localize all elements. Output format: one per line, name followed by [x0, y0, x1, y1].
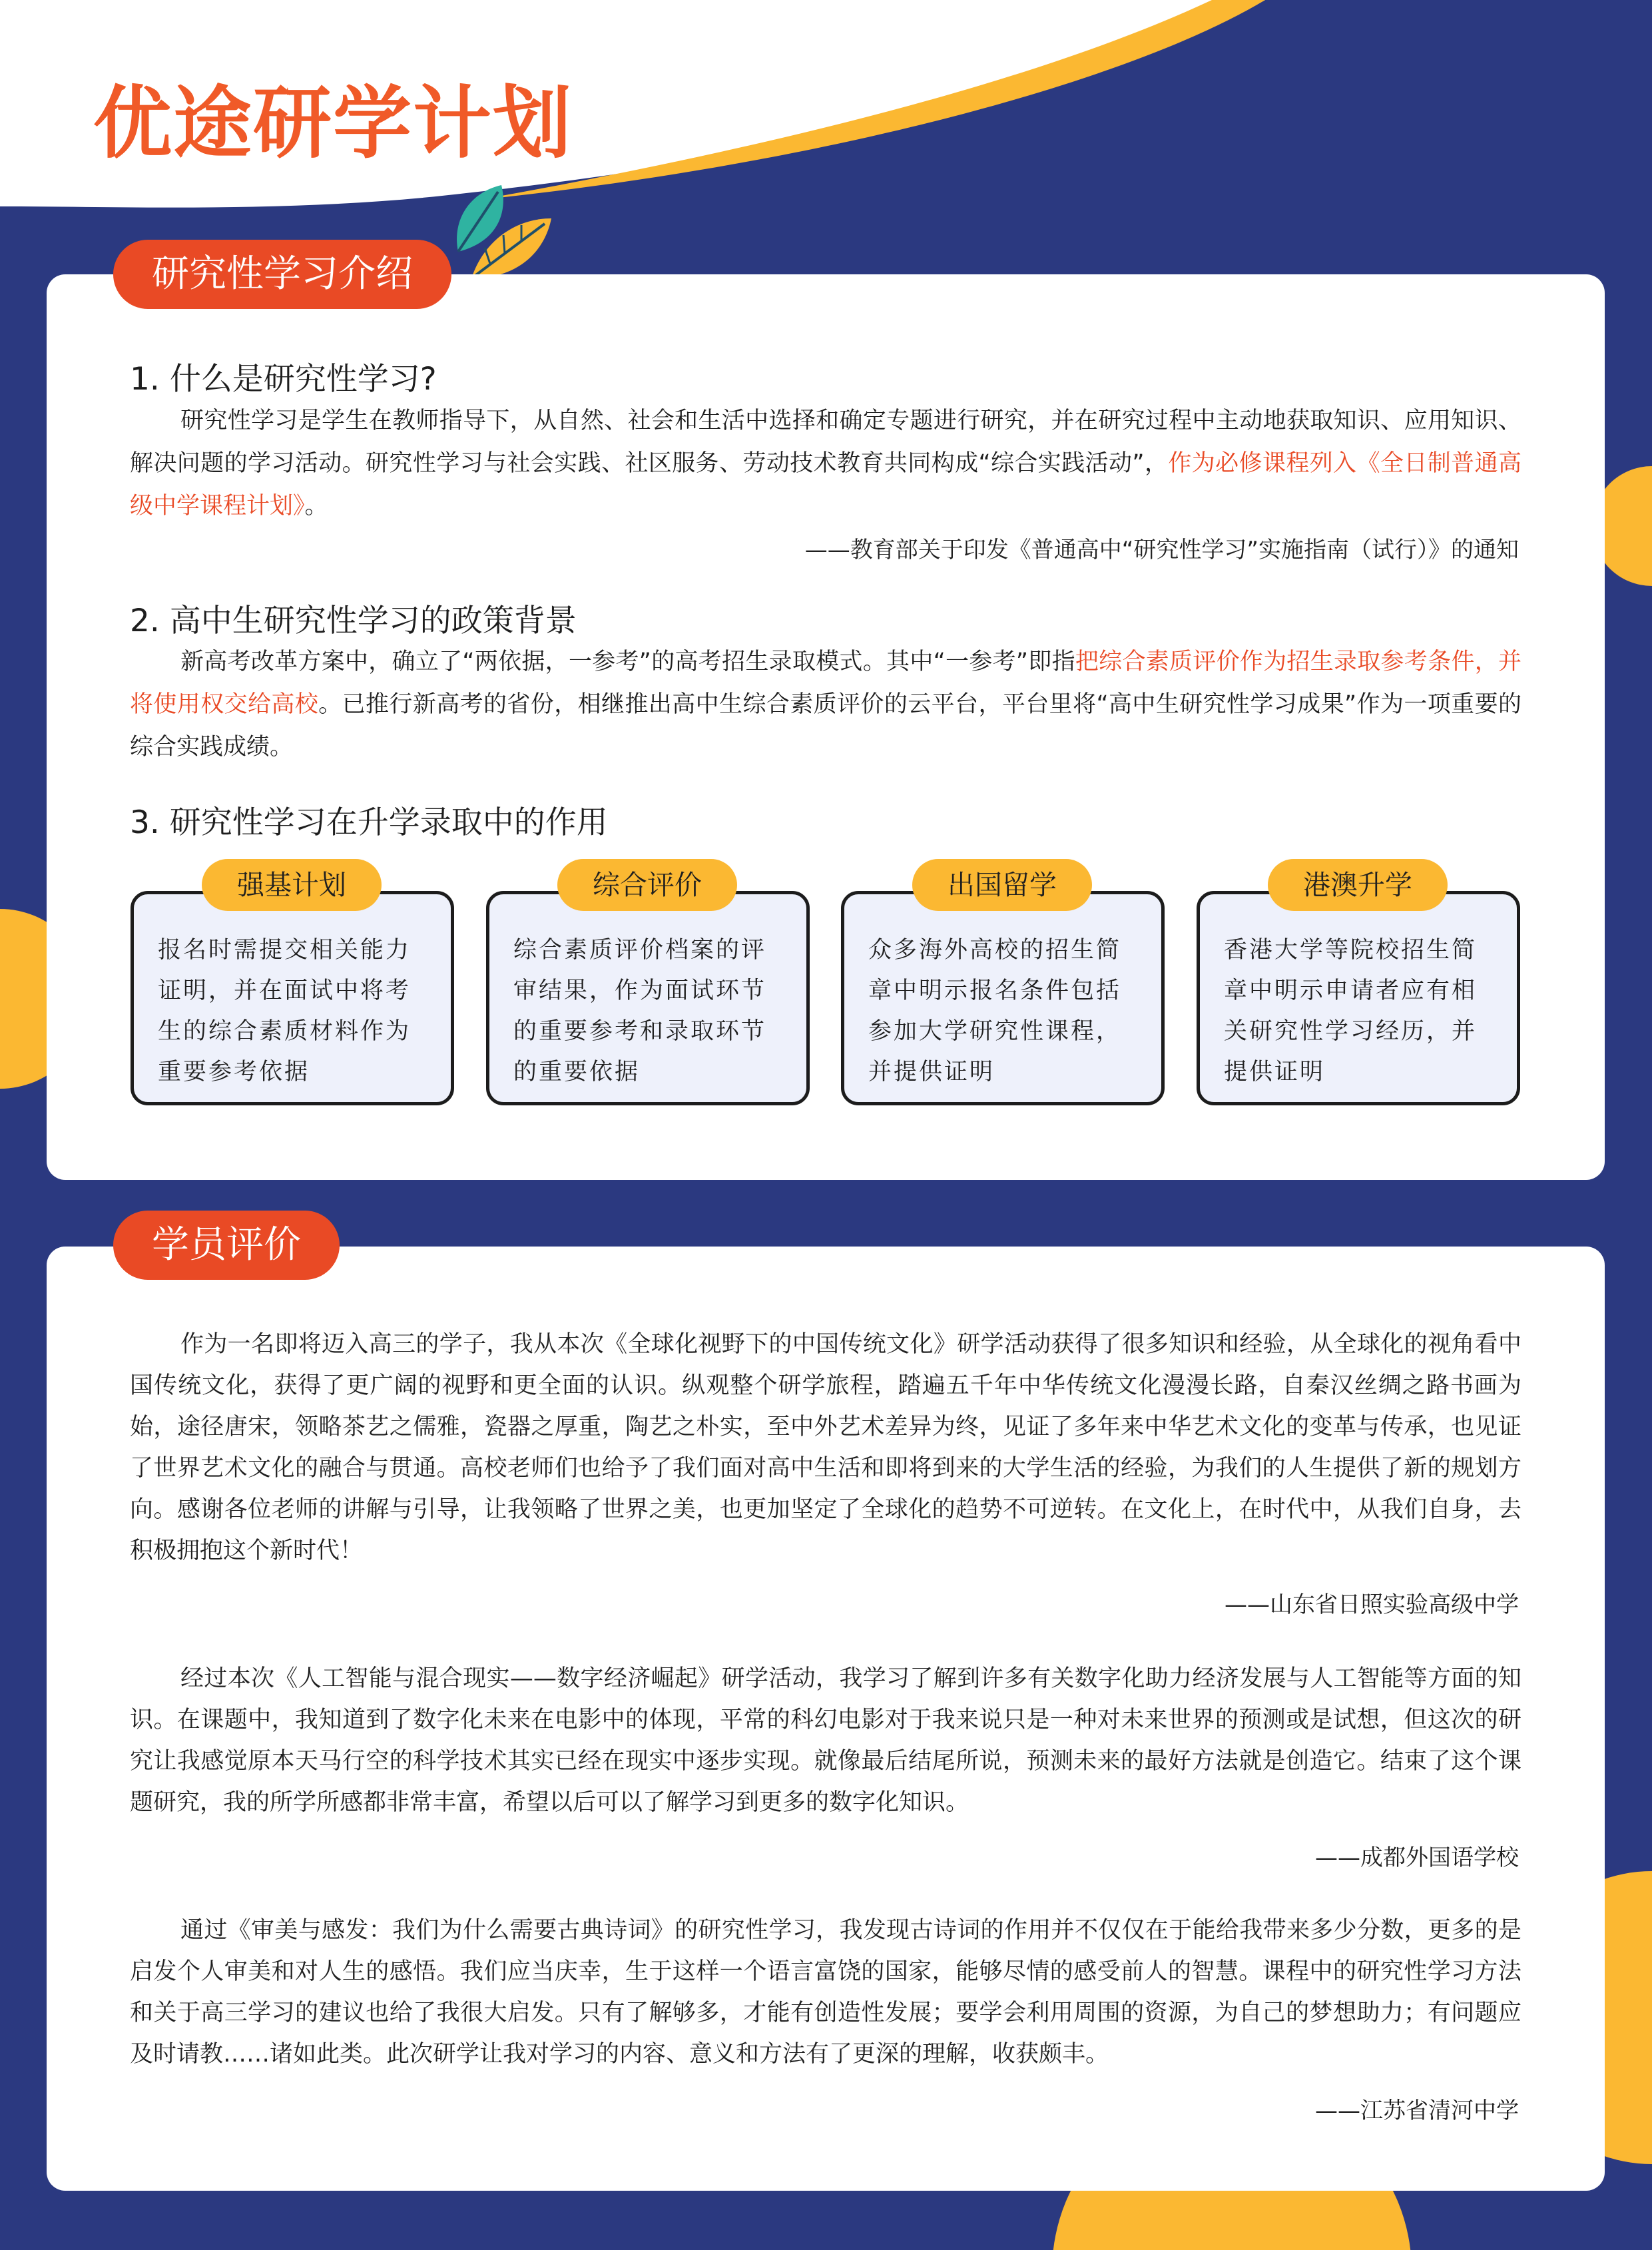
- reviews-section-title: 学员评价: [113, 1211, 340, 1280]
- q2-text-highlight: 把综合素质评价作为招生录取参考条件，并将使用权交给高校: [130, 649, 1521, 718]
- role-box-qiangji: [131, 891, 454, 1105]
- q2-text-a: 新高考改革方案中，确立了“两依据，一参考”的高考招生录取模式。其中“一参考”即指: [180, 649, 1075, 675]
- review-source-1: ——山东省日照实验高级中学: [1225, 1591, 1519, 1618]
- role-text: 综合素质评价档案的评审结果，作为面试环节的重要参考和录取环节的重要依据: [513, 937, 767, 1085]
- q3-heading: 3. 研究性学习在升学录取中的作用: [130, 804, 608, 841]
- role-text: 众多海外高校的招生简章中明示报名条件包括参加大学研究性课程，并提供证明: [868, 937, 1122, 1085]
- role-text: 香港大学等院校招生简章中明示申请者应有相关研究性学习经历，并提供证明: [1224, 937, 1478, 1085]
- role-box-gangao: [1197, 891, 1520, 1105]
- q1-text-a: 研究性学习是学生在教师指导下，从自然、社会和生活中选择和确定专题进行研究，并在研究过程中主动地获取知识、应用知识、解决问题的学习活动。研究性学习与社会实践、社区服务、劳动技术教育共同构成“综合实践活动”，: [130, 408, 1521, 477]
- q1-source: ——教育部关于印发《普通高中“研究性学习”实施指南（试行）》的通知: [804, 537, 1519, 563]
- q2-text-b: 。已推行新高考的省份，相继推出高中生综合素质评价的云平台，平台里将“高中生研究性学习成果”作为一项重要的综合实践成绩。: [130, 691, 1521, 760]
- brand-title: 优途研学计划: [93, 77, 573, 169]
- role-box-chuguo: [841, 891, 1165, 1105]
- q1-text-b: 。: [304, 493, 328, 519]
- q1-heading: 1. 什么是研究性学习?: [130, 361, 437, 398]
- review-text-1: 作为一名即将迈入高三的学子，我从本次《全球化视野下的中国传统文化》研学活动获得了很多知识和经验，从全球化的视角看中国传统文化，获得了更广阔的视野和更全面的认识。纵观整个研学旅程，踏遍五千年中华传统文化漫漫长路，自秦汉丝绸之路书画为始，途径唐宋，领略茶艺之儒雅，瓷器之厚重，陶艺之朴实，至中外艺术差异为终，见证了多年来中华艺术文化的变革与传承，也见证了世界艺术文化的融合与贯通。高校老师们也给予了我们面对高中生活和即将到来的大学生活的经验，为我们的人生提供了新的规划方向。感谢各位老师的讲解与引导，让我领略了世界之美，也更加坚定了全球化的趋势不可逆转。在文化上，在时代中，从我们自身，去积极拥抱这个新时代！: [130, 1331, 1521, 1564]
- review-text-3: 通过《审美与感发：我们为什么需要古典诗词》的研究性学习，我发现古诗词的作用并不仅仅在于能给我带来多少分数，更多的是启发个人审美和对人生的感悟。我们应当庆幸，生于这样一个语言富饶的国家，能够尽情的感受前人的智慧。课程中的研究性学习方法和关于高三学习的建议也给了我很大启发。只有了解够多，才能有创造性发展；要学会利用周围的资源，为自己的梦想助力；有问题应及时请教……诸如此类。此次研学让我对学习的内容、意义和方法有了更深的理解，收获颇丰。: [130, 1917, 1521, 2068]
- role-tag-gangao: 港澳升学: [1268, 859, 1448, 911]
- role-box-zonghe: [486, 891, 810, 1105]
- intro-section-title: 研究性学习介绍: [113, 240, 451, 309]
- q1-text-highlight: 作为必修课程列入《全日制普通高级中学课程计划》: [130, 450, 1521, 519]
- review-source-2: ——成都外国语学校: [1315, 1844, 1519, 1871]
- role-tag-chuguo: 出国留学: [912, 859, 1092, 911]
- role-text: 报名时需提交相关能力证明，并在面试中将考生的综合素质材料作为重要参考依据: [158, 937, 412, 1085]
- q1-paragraph: [130, 400, 1521, 527]
- q2-heading: 2. 高中生研究性学习的政策背景: [130, 603, 577, 639]
- review-source-3: ——江苏省清河中学: [1315, 2098, 1519, 2124]
- role-tag-qiangji: 强基计划: [202, 859, 382, 911]
- role-tag-zonghe: 综合评价: [557, 859, 737, 911]
- q2-paragraph: [130, 641, 1521, 768]
- review-text-2: 经过本次《人工智能与混合现实——数字经济崛起》研学活动，我学习了解到许多有关数字化助力经济发展与人工智能等方面的知识。在课题中，我知道到了数字化未来在电影中的体现，平常的科幻电影对于我来说只是一种对未来世界的预测或是试想，但这次的研究让我感觉原本天马行空的科学技术其实已经在现实中逐步实现。就像最后结尾所说，预测未来的最好方法就是创造它。结束了这个课题研究，我的所学所感都非常丰富，希望以后可以了解学习到更多的数字化知识。: [130, 1665, 1521, 1816]
